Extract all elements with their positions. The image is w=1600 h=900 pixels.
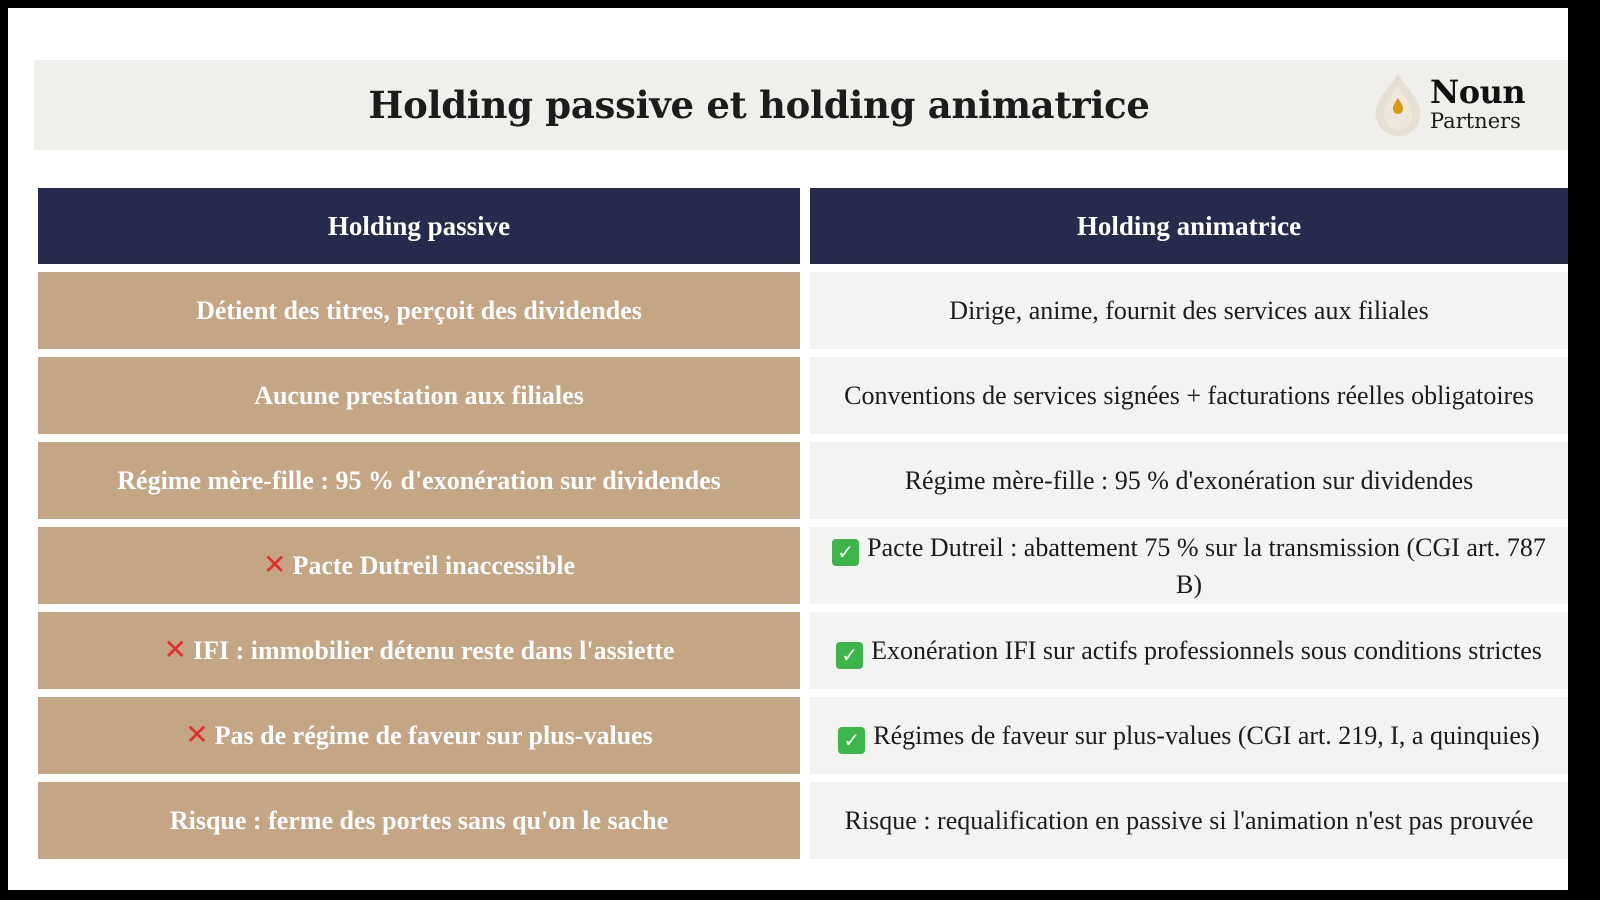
animatrice-cell xyxy=(810,442,1568,519)
cross-mark-icon: ✕ xyxy=(262,548,287,581)
passive-cell xyxy=(38,782,800,859)
animatrice-cell xyxy=(810,697,1568,774)
passive-cell xyxy=(38,697,800,774)
logo-name: Noun xyxy=(1430,73,1526,111)
animatrice-cell xyxy=(810,527,1568,604)
cell-text: Risque : ferme des portes sans qu'on le sache xyxy=(169,805,669,835)
cell-text: Risque : requalification en passive si l'animation n'est pas prouvée xyxy=(844,806,1534,835)
passive-cell xyxy=(38,612,800,689)
table-row xyxy=(38,612,1568,689)
cell-text: Exonération IFI sur actifs professionnels sous conditions strictes xyxy=(871,636,1542,665)
cell-text: Régimes de faveur sur plus-values (CGI art. 219, I, a quinquies) xyxy=(873,721,1540,750)
cell-text: IFI : immobilier détenu reste dans l'assiette xyxy=(193,636,675,665)
cross-mark-icon: ✕ xyxy=(185,718,209,751)
check-mark-icon: ✓ xyxy=(838,727,865,754)
comparison-table xyxy=(38,188,1568,859)
passive-cell xyxy=(38,442,800,519)
cell-text: Pas de régime de faveur sur plus-values xyxy=(214,721,653,750)
cell-text: Pacte Dutreil inaccessible xyxy=(292,551,576,580)
cell-text: Dirige, anime, fournit des services aux filiales xyxy=(949,296,1429,325)
animatrice-cell xyxy=(810,782,1568,859)
table-header-row xyxy=(38,188,1568,264)
table-row xyxy=(38,527,1568,604)
cross-mark-icon: ✕ xyxy=(163,633,187,666)
title-band xyxy=(34,60,1568,150)
cell-text: Régime mère-fille : 95 % d'exonération sur dividendes xyxy=(117,465,721,495)
cell-text: Régime mère-fille : 95 % d'exonération sur dividendes xyxy=(904,466,1474,495)
cell-text: Conventions de services signées + facturations réelles obligatoires xyxy=(844,381,1534,410)
cell-text: Aucune prestation aux filiales xyxy=(254,380,584,410)
passive-cell xyxy=(38,527,800,604)
table-row xyxy=(38,782,1568,859)
table-row xyxy=(38,697,1568,774)
cell-text: Pacte Dutreil : abattement 75 % sur la transmission (CGI art. 787 B) xyxy=(867,532,1546,599)
passive-cell xyxy=(38,272,800,349)
page-title: Holding passive et holding animatrice xyxy=(368,83,1150,127)
passive-cell xyxy=(38,357,800,434)
table-row xyxy=(38,272,1568,349)
header-holding-passive: Holding passive xyxy=(38,188,800,264)
animatrice-cell xyxy=(810,357,1568,434)
header-holding-animatrice: Holding animatrice xyxy=(810,188,1568,264)
noun-partners-logo xyxy=(1370,72,1540,138)
logo-subtitle: Partners xyxy=(1430,109,1521,133)
animatrice-cell xyxy=(810,612,1568,689)
animatrice-cell xyxy=(810,272,1568,349)
check-mark-icon: ✓ xyxy=(836,642,863,669)
slide xyxy=(8,8,1568,890)
check-mark-icon: ✓ xyxy=(832,539,859,566)
table-row xyxy=(38,357,1568,434)
cell-text: Détient des titres, perçoit des dividendes xyxy=(196,295,642,325)
table-row xyxy=(38,442,1568,519)
logo-drop-icon xyxy=(1370,72,1426,138)
